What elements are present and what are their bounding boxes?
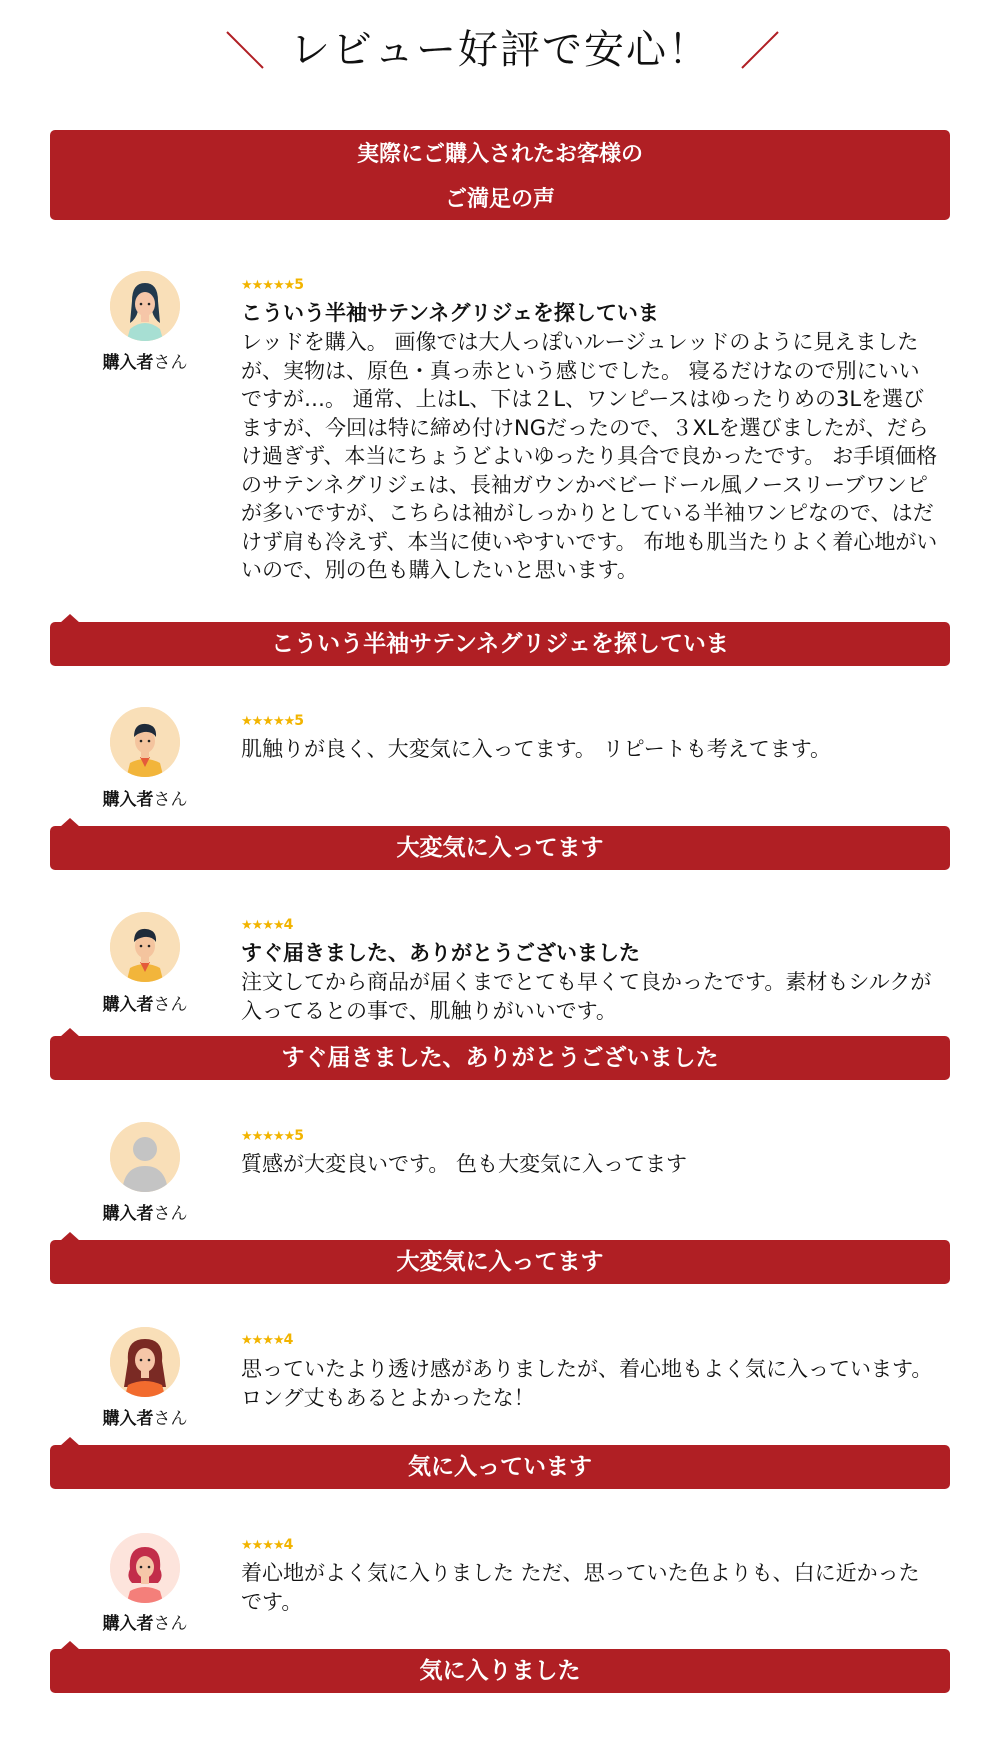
reviewer-label — [82, 994, 208, 1016]
star-rating — [241, 1537, 293, 1553]
star-icon: ★★★★ — [241, 918, 284, 933]
reviewer-suffix: さん — [153, 1409, 188, 1429]
reviewer-name: 購入者 — [102, 790, 154, 810]
reviewer-label — [82, 789, 208, 811]
woman-red-hair-avatar-icon — [110, 1533, 180, 1603]
review-headline: 大変気に入ってます — [50, 1240, 950, 1284]
review-body: 質感が大変良いです。 色も大変気に入ってます — [241, 1152, 687, 1176]
star-rating — [241, 277, 304, 293]
review-headline: すぐ届きました、ありがとうございました — [50, 1036, 950, 1080]
reviewer-suffix: さん — [153, 995, 188, 1015]
woman-orange-top-avatar-icon — [110, 1327, 180, 1397]
review-body: 肌触りが良く、大変気に入ってます。 リピートも考えてます。 — [241, 737, 832, 761]
star-rating — [241, 713, 304, 729]
review-headline: こういう半袖サテンネグリジェを探していま — [50, 622, 950, 666]
review-body: 着心地がよく気に入りました ただ、思っていた色よりも、白に近かったです。 — [241, 1561, 920, 1614]
rating-value: 5 — [294, 1128, 305, 1144]
star-icon: ★★★★ — [241, 1333, 284, 1348]
review-body: 思っていたより透け感がありましたが、着心地もよく気に入っています。ロング丈もあるとよかったな！ — [241, 1357, 933, 1410]
reviewer-name: 購入者 — [102, 1614, 154, 1634]
star-rating — [241, 917, 293, 933]
reviewer-name: 購入者 — [102, 353, 154, 373]
reviewer-label — [82, 352, 208, 374]
star-icon: ★★★★★ — [241, 1129, 295, 1144]
star-icon: ★★★★ — [241, 1538, 284, 1553]
reviewer-name: 購入者 — [102, 1204, 154, 1224]
rating-value: 5 — [294, 713, 305, 729]
reviewer-name: 購入者 — [102, 995, 154, 1015]
rating-value: 4 — [283, 1537, 294, 1553]
reviewer-label — [82, 1613, 208, 1635]
page-title: レビュー好評で安心！ — [290, 27, 710, 73]
page-header — [0, 0, 1000, 100]
banner-line-2: ご満足の声 — [444, 187, 555, 212]
reviewer-name: 購入者 — [102, 1409, 154, 1429]
default-user-avatar-icon — [110, 1122, 180, 1192]
rating-value: 4 — [283, 917, 294, 933]
reviewer-suffix: さん — [153, 790, 188, 810]
review-body: レッドを購入。 画像では大人っぽいルージュレッドのように見えましたが、実物は、原色・真っ赤という感じでした。 寝るだけなので別にいいですが…。 通常、上はL、下は２L、ワンピースはゆったりめの3Lを選びますが、今回は特に締め付けNGだったので、３XLを選びましたが、だらけ過ぎず、本当にちょうどよいゆったり具合で良かったです。 お手頃価格のサテンネグリジェは、長袖ガウンかベビードール風ノースリーブワンピが多いですが、こちらは袖がしっかりとしている半袖ワンピなので、はだけず肩も冷えず、本当に使いやすいです。 布地も肌当たりよく着心地がいいので、別の色も購入したいと思います。 — [241, 330, 938, 582]
rating-value: 5 — [294, 277, 305, 293]
review-headline: 大変気に入ってます — [50, 826, 950, 870]
review-headline: 気に入っています — [50, 1445, 950, 1489]
reviewer-suffix: さん — [153, 353, 188, 373]
reviewer-label — [82, 1203, 208, 1225]
reviewer-label — [82, 1408, 208, 1430]
customer-voice-banner — [50, 130, 950, 220]
review-body: 注文してから商品が届くまでとても早くて良かったです。素材もシルクが入ってるとの事で、肌触りがいいです。 — [241, 970, 932, 1023]
woman-teal-top-avatar-icon — [110, 271, 180, 341]
rating-value: 4 — [283, 1332, 294, 1348]
reviewer-suffix: さん — [153, 1614, 188, 1634]
star-rating — [241, 1128, 304, 1144]
star-icon: ★★★★★ — [241, 714, 295, 729]
star-rating — [241, 1332, 293, 1348]
man-yellow-shirt-avatar-icon — [110, 707, 180, 777]
man-yellow-shirt-avatar-icon — [110, 912, 180, 982]
review-title: こういう半袖サテンネグリジェを探していま — [241, 301, 659, 325]
review-headline: 気に入りました — [50, 1649, 950, 1693]
banner-line-1: 実際にご購入されたお客様の — [356, 142, 643, 167]
review-title: すぐ届きました、ありがとうございました — [241, 941, 640, 965]
title-slash-right-icon — [740, 30, 780, 70]
reviewer-suffix: さん — [153, 1204, 188, 1224]
star-icon: ★★★★★ — [241, 278, 295, 293]
